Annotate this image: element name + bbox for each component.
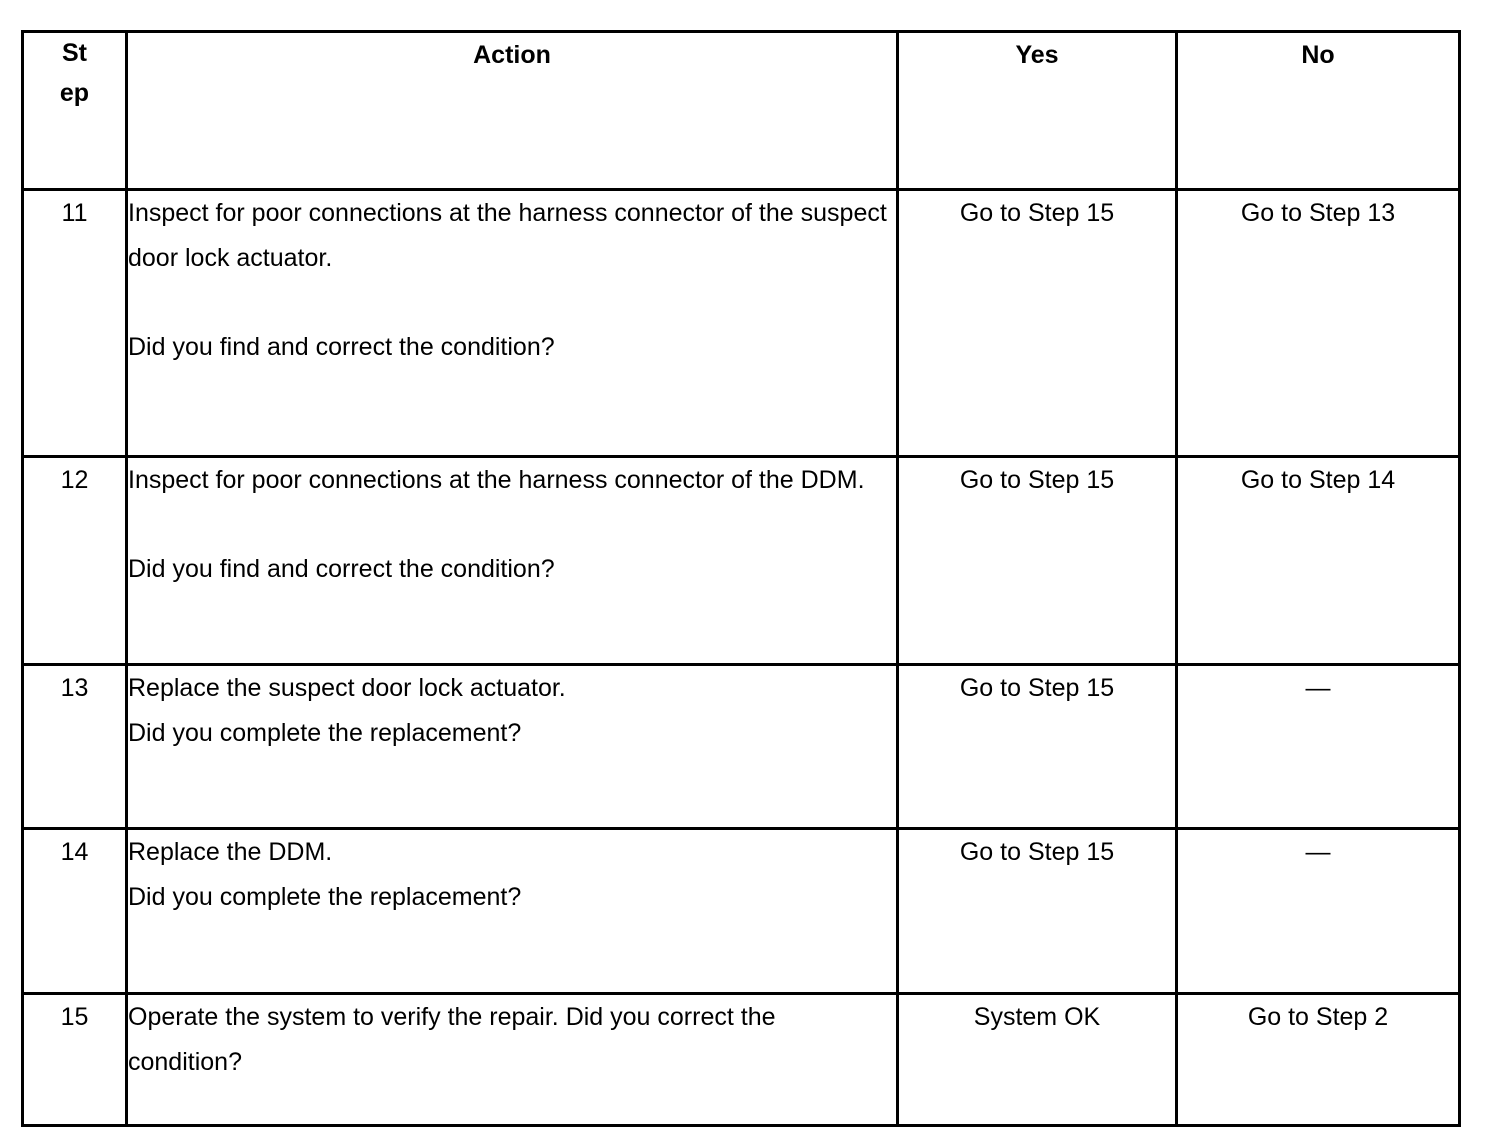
no-cell: Go to Step 13 [1177, 190, 1460, 457]
yes-cell: Go to Step 15 [898, 457, 1177, 665]
action-question: Did you complete the replacement? [128, 719, 522, 747]
header-step [23, 32, 127, 190]
no-cell: — [1177, 829, 1460, 994]
table-row [23, 457, 1460, 665]
table-row [23, 994, 1460, 1126]
table-row [23, 829, 1460, 994]
no-cell: Go to Step 2 [1177, 994, 1460, 1126]
action-question: Did you find and correct the condition? [128, 555, 555, 583]
header-action: Action [127, 32, 898, 190]
action-cell [127, 665, 898, 829]
header-no: No [1177, 32, 1460, 190]
step-number: 12 [23, 457, 127, 665]
action-question: Did you complete the replacement? [128, 883, 522, 911]
action-instruction: Inspect for poor connections at the harness connector of the DDM. [128, 466, 865, 494]
no-cell: — [1177, 665, 1460, 829]
no-cell: Go to Step 14 [1177, 457, 1460, 665]
action-question: Did you find and correct the condition? [128, 333, 555, 361]
yes-cell: Go to Step 15 [898, 190, 1177, 457]
action-cell [127, 457, 898, 665]
action-cell [127, 994, 898, 1126]
step-number: 15 [23, 994, 127, 1126]
header-yes: Yes [898, 32, 1177, 190]
step-number: 13 [23, 665, 127, 829]
step-number: 11 [23, 190, 127, 457]
action-cell [127, 190, 898, 457]
action-instruction: Inspect for poor connections at the harness connector of the suspect door lock actuator. [128, 199, 887, 272]
yes-cell: Go to Step 15 [898, 829, 1177, 994]
action-instruction: Replace the DDM. [128, 838, 333, 866]
yes-cell: System OK [898, 994, 1177, 1126]
table-header-row [23, 32, 1460, 190]
table-row [23, 665, 1460, 829]
table-row [23, 190, 1460, 457]
step-number: 14 [23, 829, 127, 994]
diagnostic-steps-table [21, 30, 1461, 1127]
header-step-label: St ep [59, 39, 90, 107]
yes-cell: Go to Step 15 [898, 665, 1177, 829]
action-cell [127, 829, 898, 994]
action-instruction: Replace the suspect door lock actuator. [128, 674, 566, 702]
action-instruction: Operate the system to verify the repair. Did you correct the condition? [128, 1003, 776, 1076]
